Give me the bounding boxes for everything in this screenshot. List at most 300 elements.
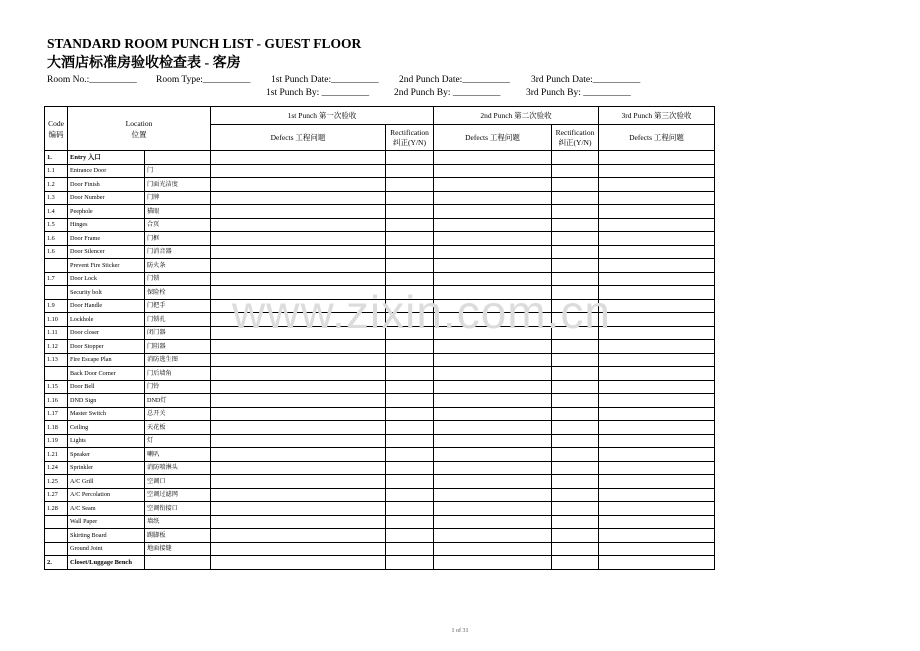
item-location-en: A/C Grill: [68, 475, 145, 489]
table-row: [45, 326, 715, 340]
punch3-defects-cell[interactable]: [599, 326, 715, 340]
punch3-defects-cell[interactable]: [599, 556, 715, 570]
punch2-rectification-cell[interactable]: [552, 367, 599, 381]
location-header-cn: 位置: [131, 129, 147, 139]
section-row: [45, 151, 715, 165]
punch2-defects-cell[interactable]: [434, 556, 552, 570]
table-row: [45, 164, 715, 178]
document-title-chinese: 大酒店标准房验收检查表 - 客房: [47, 56, 241, 71]
punch2-defects-cell[interactable]: [434, 353, 552, 367]
punch2-defects-cell[interactable]: [434, 488, 552, 502]
punch1-rectification-cell[interactable]: [386, 272, 434, 286]
punch3-defects-cell[interactable]: [599, 367, 715, 381]
punch1-rectification-cell[interactable]: [386, 367, 434, 381]
page-number: 1 of 31: [451, 628, 469, 634]
punch2-rectification-header: [552, 125, 599, 151]
punch1-rectification-cell[interactable]: [386, 529, 434, 543]
item-location-cn: 地面接缝: [145, 542, 211, 556]
item-location-en: Door Silencer: [68, 245, 145, 259]
item-code: 1.5: [45, 218, 68, 232]
punch1-rectification-cell[interactable]: [386, 191, 434, 205]
item-location-cn: 门消音器: [145, 245, 211, 259]
punch2-defects-header: Defects 工程问题: [434, 125, 552, 151]
punch1-rectification-cell[interactable]: [386, 515, 434, 529]
punch3-defects-cell[interactable]: [599, 434, 715, 448]
punch2-rectification-cell[interactable]: [552, 272, 599, 286]
punch3-by-field: 3rd Punch By: __________: [526, 88, 631, 98]
info-line-2: [266, 88, 631, 98]
punch3-defects-cell[interactable]: [599, 502, 715, 516]
punch3-defects-cell[interactable]: [599, 205, 715, 219]
punch2-rectification-cell[interactable]: [552, 313, 599, 327]
punch1-rectification-cell[interactable]: [386, 164, 434, 178]
punch1-defects-cell[interactable]: [211, 205, 386, 219]
punch2-defects-cell[interactable]: [434, 326, 552, 340]
punch2-by-field: 2nd Punch By: __________: [394, 88, 501, 98]
punch2-defects-cell[interactable]: [434, 340, 552, 354]
item-location-cn: 墙纸: [145, 515, 211, 529]
item-location-cn: 天花板: [145, 421, 211, 435]
punch1-rectification-header: [386, 125, 434, 151]
punch1-defects-cell[interactable]: [211, 151, 386, 165]
item-location-en: Entry 入口: [68, 151, 145, 165]
item-location-cn: 空调口: [145, 475, 211, 489]
item-location-en: A/C Percolation: [68, 488, 145, 502]
rectification-label: Rectification: [390, 127, 429, 137]
punch3-defects-cell[interactable]: [599, 286, 715, 300]
table-row: [45, 394, 715, 408]
code-header-cn: 编码: [48, 129, 64, 139]
item-location-cn: 门把手: [145, 299, 211, 313]
table-row: [45, 380, 715, 394]
punch2-rectification-cell[interactable]: [552, 151, 599, 165]
punch1-defects-cell[interactable]: [211, 191, 386, 205]
punch2-rectification-cell[interactable]: [552, 326, 599, 340]
punch2-defects-cell[interactable]: [434, 502, 552, 516]
punch2-defects-cell[interactable]: [434, 191, 552, 205]
punch2-defects-cell[interactable]: [434, 542, 552, 556]
punch2-defects-cell[interactable]: [434, 394, 552, 408]
punch2-rectification-cell[interactable]: [552, 232, 599, 246]
item-location-cn: 门面光洁度: [145, 178, 211, 192]
punch1-by-field: 1st Punch By: __________: [266, 88, 370, 98]
punch2-rectification-cell[interactable]: [552, 475, 599, 489]
punch1-defects-cell[interactable]: [211, 448, 386, 462]
punch2-rectification-cell[interactable]: [552, 380, 599, 394]
item-location-cn: 消防喷淋头: [145, 461, 211, 475]
punch2-rectification-cell[interactable]: [552, 529, 599, 543]
punch2-defects-cell[interactable]: [434, 461, 552, 475]
punch3-defects-cell[interactable]: [599, 178, 715, 192]
item-code: [45, 529, 68, 543]
item-code: 1.: [45, 151, 68, 165]
punch2-defects-cell[interactable]: [434, 205, 552, 219]
item-location-cn: DND灯: [145, 394, 211, 408]
punch1-defects-cell[interactable]: [211, 421, 386, 435]
table-row: [45, 272, 715, 286]
item-location-cn: 猫眼: [145, 205, 211, 219]
item-location-cn: [145, 151, 211, 165]
punch3-defects-cell[interactable]: [599, 461, 715, 475]
item-location-en: DND Sign: [68, 394, 145, 408]
punch3-defects-cell[interactable]: [599, 421, 715, 435]
item-location-cn: 门阻器: [145, 340, 211, 354]
punch1-rectification-cell[interactable]: [386, 380, 434, 394]
punch2-rectification-cell[interactable]: [552, 542, 599, 556]
punch3-defects-cell[interactable]: [599, 299, 715, 313]
item-location-en: Hinges: [68, 218, 145, 232]
punch2-defects-cell[interactable]: [434, 259, 552, 273]
punch2-header: 2nd Punch 第二次验收: [434, 107, 599, 125]
punch1-rectification-cell[interactable]: [386, 232, 434, 246]
item-code: 1.10: [45, 313, 68, 327]
item-location-cn: 消防逃生图: [145, 353, 211, 367]
punch3-defects-cell[interactable]: [599, 191, 715, 205]
table-row: [45, 542, 715, 556]
punch3-defects-header: Defects 工程问题: [599, 125, 715, 151]
punch1-defects-cell[interactable]: [211, 272, 386, 286]
punch2-defects-cell[interactable]: [434, 232, 552, 246]
item-code: 1.9: [45, 299, 68, 313]
item-location-en: Door closer: [68, 326, 145, 340]
item-code: [45, 286, 68, 300]
punch1-defects-header: Defects 工程问题: [211, 125, 386, 151]
item-code: 1.7: [45, 272, 68, 286]
table-row: [45, 353, 715, 367]
punch2-defects-cell[interactable]: [434, 448, 552, 462]
punch2-defects-cell[interactable]: [434, 299, 552, 313]
item-code: 2.: [45, 556, 68, 570]
punch2-rectification-cell[interactable]: [552, 299, 599, 313]
table-row: [45, 259, 715, 273]
punch2-rectification-cell[interactable]: [552, 448, 599, 462]
item-location-cn: 门铃: [145, 380, 211, 394]
table-row: [45, 448, 715, 462]
item-location-cn: 门框: [145, 232, 211, 246]
punch2-defects-cell[interactable]: [434, 164, 552, 178]
item-code: 1.16: [45, 394, 68, 408]
punch2-rectification-cell[interactable]: [552, 488, 599, 502]
item-location-cn: 保险栓: [145, 286, 211, 300]
item-code: [45, 367, 68, 381]
punch2-defects-cell[interactable]: [434, 367, 552, 381]
punch2-rectification-cell[interactable]: [552, 218, 599, 232]
table-row: [45, 340, 715, 354]
punch1-rectification-cell[interactable]: [386, 461, 434, 475]
table-row: [45, 515, 715, 529]
punch3-defects-cell[interactable]: [599, 475, 715, 489]
punch3-defects-cell[interactable]: [599, 313, 715, 327]
punch2-rectification-cell[interactable]: [552, 191, 599, 205]
punch1-rectification-cell[interactable]: [386, 340, 434, 354]
table-row: [45, 475, 715, 489]
table-row: [45, 178, 715, 192]
punch1-rectification-cell[interactable]: [386, 326, 434, 340]
punch1-defects-cell[interactable]: [211, 407, 386, 421]
punch1-defects-cell[interactable]: [211, 218, 386, 232]
punch3-defects-cell[interactable]: [599, 407, 715, 421]
punch2-rectification-cell[interactable]: [552, 556, 599, 570]
item-location-cn: 合页: [145, 218, 211, 232]
punch1-defects-cell[interactable]: [211, 488, 386, 502]
punch2-defects-cell[interactable]: [434, 218, 552, 232]
item-location-cn: 踢脚板: [145, 529, 211, 543]
punch1-defects-cell[interactable]: [211, 434, 386, 448]
item-code: 1.21: [45, 448, 68, 462]
item-location-en: Door Bell: [68, 380, 145, 394]
table-header-row-1: [45, 107, 715, 125]
item-location-cn: 门锁: [145, 272, 211, 286]
punch-list-table: [44, 106, 715, 570]
punch3-defects-cell[interactable]: [599, 151, 715, 165]
punch2-rectification-cell[interactable]: [552, 434, 599, 448]
punch3-defects-cell[interactable]: [599, 259, 715, 273]
punch3-defects-cell[interactable]: [599, 272, 715, 286]
punch2-rectification-cell[interactable]: [552, 245, 599, 259]
rectification-label: Rectification: [555, 127, 595, 137]
item-location-en: Security bolt: [68, 286, 145, 300]
item-location-en: Lockhole: [68, 313, 145, 327]
punch1-defects-cell[interactable]: [211, 529, 386, 543]
item-code: 1.27: [45, 488, 68, 502]
item-location-cn: 灯: [145, 434, 211, 448]
punch2-rectification-cell[interactable]: [552, 502, 599, 516]
punch3-defects-cell[interactable]: [599, 380, 715, 394]
punch3-defects-cell[interactable]: [599, 529, 715, 543]
punch2-rectification-cell[interactable]: [552, 394, 599, 408]
table-row: [45, 232, 715, 246]
item-location-en: Wall Paper: [68, 515, 145, 529]
table-row: [45, 218, 715, 232]
item-code: [45, 259, 68, 273]
item-code: 1.3: [45, 191, 68, 205]
punch2-rectification-cell[interactable]: [552, 421, 599, 435]
punch1-defects-cell[interactable]: [211, 556, 386, 570]
code-column-header: [45, 107, 68, 151]
item-code: 1.11: [45, 326, 68, 340]
item-location-cn: [145, 556, 211, 570]
location-header-en: Location: [125, 118, 153, 128]
punch1-defects-cell[interactable]: [211, 313, 386, 327]
punch2-defects-cell[interactable]: [434, 151, 552, 165]
item-location-en: Closet/Luggage Bench: [68, 556, 145, 570]
item-code: 1.6: [45, 232, 68, 246]
table-row: [45, 191, 715, 205]
punch1-defects-cell[interactable]: [211, 394, 386, 408]
punch3-defects-cell[interactable]: [599, 245, 715, 259]
punch1-rectification-cell[interactable]: [386, 218, 434, 232]
room-no-field: Room No.:__________: [47, 75, 137, 85]
punch1-rectification-cell[interactable]: [386, 245, 434, 259]
table-row: [45, 529, 715, 543]
item-location-cn: 防火条: [145, 259, 211, 273]
punch1-rectification-cell[interactable]: [386, 421, 434, 435]
item-location-en: Prevent Fire Sticker: [68, 259, 145, 273]
punch2-date-field: 2nd Punch Date:__________: [399, 75, 510, 85]
punch3-defects-cell[interactable]: [599, 488, 715, 502]
punch1-rectification-cell[interactable]: [386, 475, 434, 489]
punch1-rectification-cell[interactable]: [386, 556, 434, 570]
item-code: 1.4: [45, 205, 68, 219]
punch1-defects-cell[interactable]: [211, 340, 386, 354]
item-code: 1.2: [45, 178, 68, 192]
punch1-rectification-cell[interactable]: [386, 178, 434, 192]
item-code: 1.6: [45, 245, 68, 259]
punch3-defects-cell[interactable]: [599, 394, 715, 408]
item-code: 1.28: [45, 502, 68, 516]
item-code: 1.17: [45, 407, 68, 421]
punch1-rectification-cell[interactable]: [386, 313, 434, 327]
punch1-defects-cell[interactable]: [211, 461, 386, 475]
punch2-defects-cell[interactable]: [434, 421, 552, 435]
punch3-defects-cell[interactable]: [599, 164, 715, 178]
punch1-rectification-cell[interactable]: [386, 407, 434, 421]
item-code: [45, 542, 68, 556]
item-location-en: Entrance Door: [68, 164, 145, 178]
punch2-rectification-cell[interactable]: [552, 164, 599, 178]
table-row: [45, 502, 715, 516]
punch2-rectification-cell[interactable]: [552, 259, 599, 273]
item-code: 1.13: [45, 353, 68, 367]
item-location-en: Sprinkler: [68, 461, 145, 475]
punch2-rectification-cell[interactable]: [552, 340, 599, 354]
item-code: 1.24: [45, 461, 68, 475]
punch1-rectification-cell[interactable]: [386, 394, 434, 408]
punch1-defects-cell[interactable]: [211, 326, 386, 340]
item-location-en: Door Frame: [68, 232, 145, 246]
location-column-header: [68, 107, 211, 151]
punch2-defects-cell[interactable]: [434, 515, 552, 529]
item-location-cn: 喇叭: [145, 448, 211, 462]
punch1-date-field: 1st Punch Date:__________: [271, 75, 379, 85]
punch1-defects-cell[interactable]: [211, 232, 386, 246]
punch3-defects-cell[interactable]: [599, 542, 715, 556]
punch2-defects-cell[interactable]: [434, 272, 552, 286]
punch2-defects-cell[interactable]: [434, 286, 552, 300]
punch2-defects-cell[interactable]: [434, 529, 552, 543]
punch2-rectification-cell[interactable]: [552, 407, 599, 421]
punch2-rectification-cell[interactable]: [552, 205, 599, 219]
punch2-defects-cell[interactable]: [434, 245, 552, 259]
punch1-defects-cell[interactable]: [211, 502, 386, 516]
section-row: [45, 556, 715, 570]
item-location-en: Ceiling: [68, 421, 145, 435]
punch3-defects-cell[interactable]: [599, 340, 715, 354]
punch1-defects-cell[interactable]: [211, 353, 386, 367]
punch1-rectification-cell[interactable]: [386, 434, 434, 448]
punch1-rectification-cell[interactable]: [386, 205, 434, 219]
punch2-rectification-cell[interactable]: [552, 178, 599, 192]
item-code: 1.1: [45, 164, 68, 178]
punch2-defects-cell[interactable]: [434, 475, 552, 489]
punch1-defects-cell[interactable]: [211, 259, 386, 273]
table-row: [45, 205, 715, 219]
punch1-defects-cell[interactable]: [211, 164, 386, 178]
item-location-en: Lights: [68, 434, 145, 448]
item-code: 1.12: [45, 340, 68, 354]
punch1-rectification-cell[interactable]: [386, 488, 434, 502]
punch1-rectification-cell[interactable]: [386, 286, 434, 300]
item-code: 1.18: [45, 421, 68, 435]
punch1-rectification-cell[interactable]: [386, 353, 434, 367]
info-line-1: [47, 75, 640, 85]
item-location-cn: 空调衔接口: [145, 502, 211, 516]
punch3-date-field: 3rd Punch Date:__________: [531, 75, 641, 85]
item-location-cn: 门锁孔: [145, 313, 211, 327]
table-row: [45, 434, 715, 448]
punch1-defects-cell[interactable]: [211, 245, 386, 259]
punch3-defects-cell[interactable]: [599, 515, 715, 529]
item-location-en: Door Number: [68, 191, 145, 205]
table-row: [45, 245, 715, 259]
punch1-defects-cell[interactable]: [211, 367, 386, 381]
item-location-en: Speaker: [68, 448, 145, 462]
table-row: [45, 299, 715, 313]
punch1-rectification-cell[interactable]: [386, 502, 434, 516]
punch2-defects-cell[interactable]: [434, 380, 552, 394]
item-location-en: Master Switch: [68, 407, 145, 421]
punch3-defects-cell[interactable]: [599, 353, 715, 367]
punch2-defects-cell[interactable]: [434, 178, 552, 192]
table-row: [45, 421, 715, 435]
item-location-cn: 门后墙角: [145, 367, 211, 381]
item-location-en: Back Door Corner: [68, 367, 145, 381]
table-row: [45, 367, 715, 381]
room-type-field: Room Type:__________: [156, 75, 251, 85]
punch2-defects-cell[interactable]: [434, 407, 552, 421]
punch1-header: 1st Punch 第一次验收: [211, 107, 434, 125]
punch2-rectification-cell[interactable]: [552, 461, 599, 475]
table-row: [45, 488, 715, 502]
item-location-en: Door Handle: [68, 299, 145, 313]
punch1-rectification-cell[interactable]: [386, 542, 434, 556]
item-location-en: A/C Seam: [68, 502, 145, 516]
item-location-en: Door Finish: [68, 178, 145, 192]
punch3-defects-cell[interactable]: [599, 232, 715, 246]
item-location-cn: 门: [145, 164, 211, 178]
watermark: www.zixin.com.cn: [232, 286, 611, 338]
punch1-defects-cell[interactable]: [211, 380, 386, 394]
table-row: [45, 313, 715, 327]
punch1-defects-cell[interactable]: [211, 475, 386, 489]
punch1-rectification-cell[interactable]: [386, 259, 434, 273]
punch1-defects-cell[interactable]: [211, 286, 386, 300]
punch1-defects-cell[interactable]: [211, 515, 386, 529]
punch2-rectification-cell[interactable]: [552, 353, 599, 367]
punch2-defects-cell[interactable]: [434, 434, 552, 448]
table-row: [45, 407, 715, 421]
item-code: 1.25: [45, 475, 68, 489]
punch3-defects-cell[interactable]: [599, 218, 715, 232]
item-location-en: Fire Escape Plan: [68, 353, 145, 367]
punch1-defects-cell[interactable]: [211, 299, 386, 313]
punch3-defects-cell[interactable]: [599, 448, 715, 462]
punch1-rectification-cell[interactable]: [386, 448, 434, 462]
punch2-rectification-cell[interactable]: [552, 286, 599, 300]
item-location-en: Peephole: [68, 205, 145, 219]
punch2-defects-cell[interactable]: [434, 313, 552, 327]
punch1-rectification-cell[interactable]: [386, 299, 434, 313]
item-location-cn: 空调过滤网: [145, 488, 211, 502]
item-location-cn: 总开关: [145, 407, 211, 421]
punch1-defects-cell[interactable]: [211, 542, 386, 556]
item-code: 1.19: [45, 434, 68, 448]
rectification-label-cn: 纠正(Y/N): [558, 137, 592, 147]
punch1-rectification-cell[interactable]: [386, 151, 434, 165]
item-location-en: Skirting Board: [68, 529, 145, 543]
punch2-rectification-cell[interactable]: [552, 515, 599, 529]
punch1-defects-cell[interactable]: [211, 178, 386, 192]
